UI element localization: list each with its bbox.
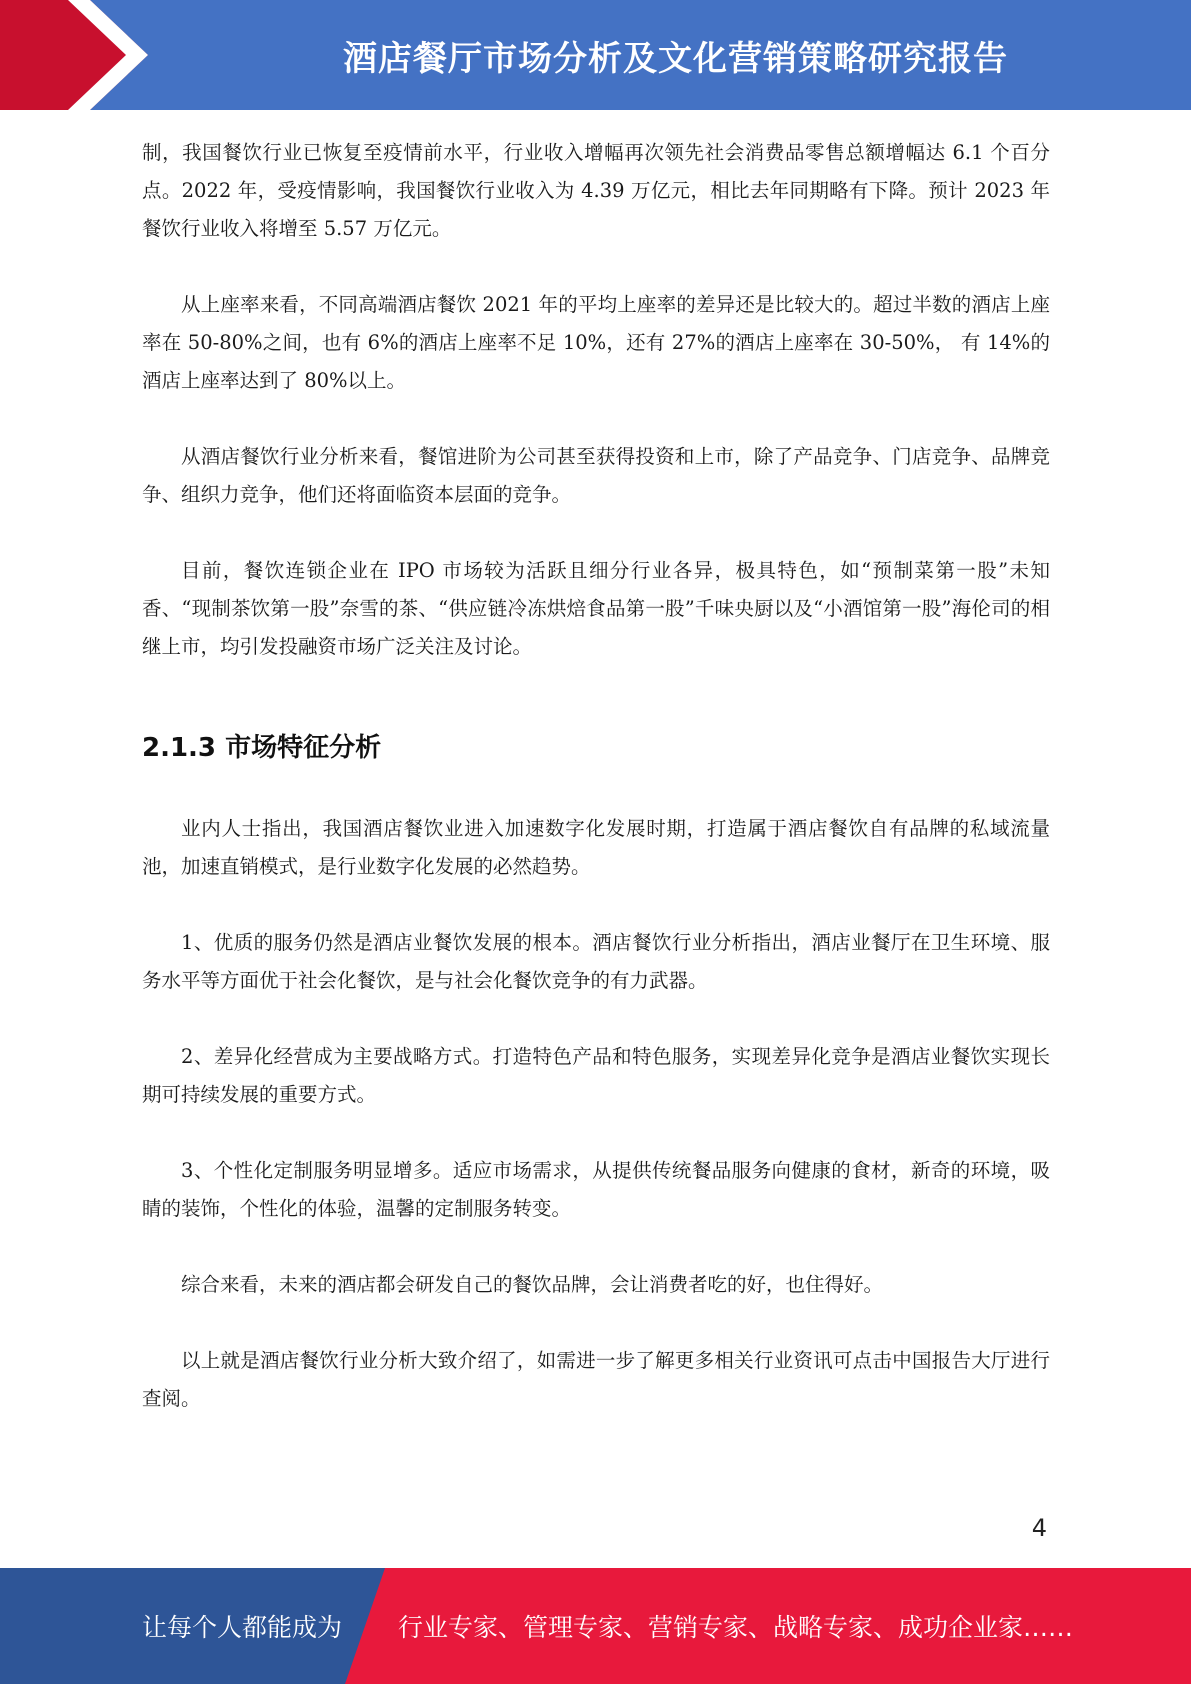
- paragraph-summary: 综合来看，未来的酒店都会研发自己的餐饮品牌，会让消费者吃的好，也住得好。: [181, 1273, 884, 1296]
- chevron-arrow-icon: [0, 0, 160, 110]
- page-footer: [0, 1568, 1191, 1684]
- paragraph-occupancy: 从上座率来看，不同高端酒店餐饮 2021 年的平均上座率的差异还是比较大的。超过半数的酒店上座率在 50-80%之间，也有 6%的酒店上座率不足 10%，还有 27%的酒店上座率在 30-50%， 有 14%的酒店上座率达到了 80%以上。: [142, 293, 1050, 392]
- document-body: [142, 134, 1050, 1418]
- paragraph-digitalization: 业内人士指出，我国酒店餐饮业进入加速数字化发展时期，打造属于酒店餐饮自有品牌的私域流量池，加速直销模式，是行业数字化发展的必然趋势。: [142, 817, 1050, 878]
- paragraph-continued: 制，我国餐饮行业已恢复至疫情前水平，行业收入增幅再次领先社会消费品零售总额增幅达 6.1 个百分点。2022 年，受疫情影响，我国餐饮行业收入为 4.39 万亿元，相比去年同期略有下降。预计 2023 年餐饮行业收入将增至 5.57 万亿元。: [142, 141, 1050, 240]
- page-number: 4: [1031, 1514, 1047, 1542]
- paragraph-ipo: 目前，餐饮连锁企业在 IPO 市场较为活跃且细分行业各异，极具特色，如“预制菜第一股”未知香、“现制茶饮第一股”奈雪的茶、“供应链冷冻烘焙食品第一股”千味央厨以及“小酒馆第一股”海伦司的相继上市，均引发投融资市场广泛关注及讨论。: [142, 559, 1050, 658]
- section-heading: 2.1.3 市场特征分析: [142, 733, 382, 763]
- paragraph-point-3: 3、个性化定制服务明显增多。适应市场需求，从提供传统餐品服务向健康的食材，新奇的环境，吸睛的装饰，个性化的体验，温馨的定制服务转变。: [142, 1159, 1050, 1220]
- report-title: 酒店餐厅市场分析及文化营销策略研究报告: [343, 38, 1008, 79]
- paragraph-point-1: 1、优质的服务仍然是酒店业餐饮发展的根本。酒店餐饮行业分析指出，酒店业餐厅在卫生环境、服务水平等方面优于社会化餐饮，是与社会化餐饮竞争的有力武器。: [142, 931, 1050, 992]
- paragraph-closing: 以上就是酒店餐饮行业分析大致介绍了，如需进一步了解更多相关行业资讯可点击中国报告大厅进行查阅。: [142, 1349, 1050, 1410]
- paragraph-competition: 从酒店餐饮行业分析来看，餐馆进阶为公司甚至获得投资和上市，除了产品竞争、门店竞争、品牌竞争、组织力竞争，他们还将面临资本层面的竞争。: [142, 445, 1050, 506]
- paragraph-point-2: 2、差异化经营成为主要战略方式。打造特色产品和特色服务，实现差异化竞争是酒店业餐饮实现长期可持续发展的重要方式。: [142, 1045, 1050, 1106]
- page-header: [0, 0, 1191, 110]
- footer-slogan-right: 行业专家、管理专家、营销专家、战略专家、成功企业家……: [398, 1613, 1074, 1642]
- footer-slogan-left: 让每个人都能成为: [142, 1613, 343, 1642]
